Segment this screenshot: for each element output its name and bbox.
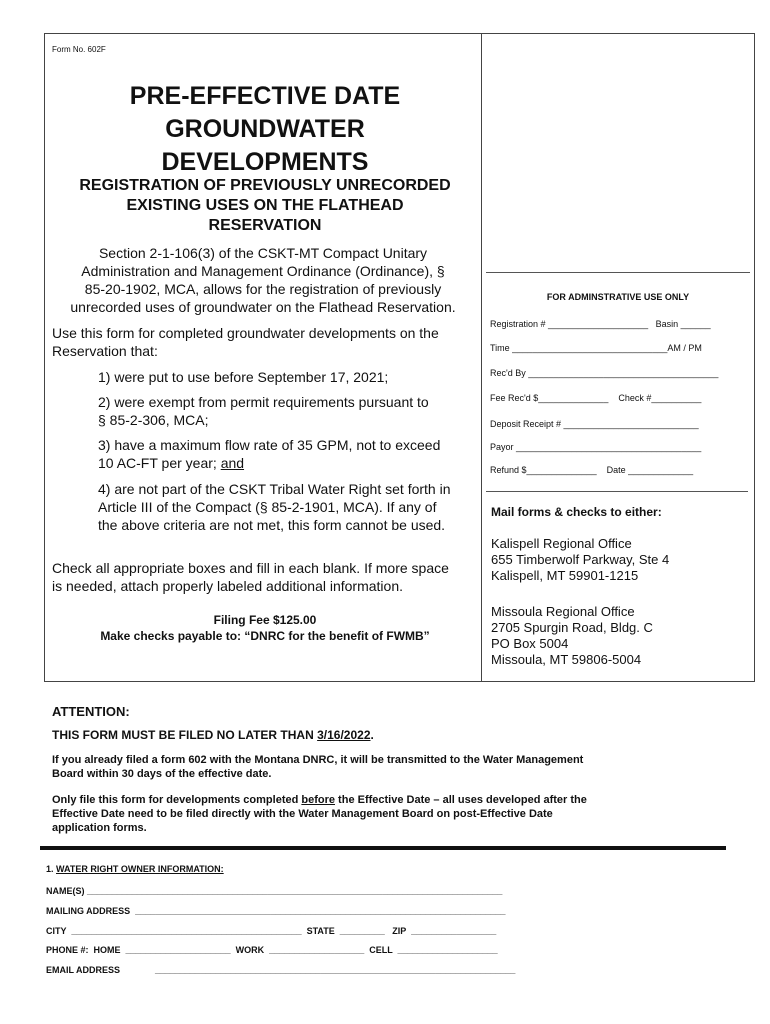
use-paragraph — [52, 324, 474, 360]
form-subtitle — [52, 176, 478, 236]
attention-line: application forms. — [52, 822, 147, 834]
admin-time-field[interactable]: Time _______________________________AM / PM — [490, 343, 702, 353]
admin-payor-field[interactable]: Payor _____________________________________ — [490, 442, 702, 452]
filing-deadline — [52, 728, 712, 742]
title-line: DEVELOPMENTS — [161, 148, 369, 176]
criterion-line: § 85-2-306, MCA; — [98, 412, 209, 428]
mailing-address-field[interactable]: MAILING ADDRESS __________________________________________________________________________ — [46, 906, 506, 916]
attention-line: Effective Date need to be filed directly with the Water Management Board on post-Effective Date — [52, 808, 553, 820]
check-instructions — [52, 559, 476, 595]
intro-line: 85-20-1902, MCA, allows for the registration of previously — [84, 281, 442, 297]
section-number: 1. — [46, 864, 57, 874]
attention-text: Only file this form for developments completed — [52, 794, 302, 806]
filing-fee: Filing Fee $125.00 — [213, 613, 317, 627]
criterion-line: 4) are not part of the CSKT Tribal Water Right set forth in — [98, 481, 451, 497]
address-line: Missoula Regional Office — [491, 604, 635, 619]
admin-deposit-field[interactable]: Deposit Receipt # ___________________________ — [490, 419, 699, 429]
admin-bottom-rule — [486, 491, 748, 492]
criterion-3 — [98, 436, 474, 472]
criterion-2 — [98, 393, 474, 429]
criterion-line: the above criteria are not met, this form cannot be used. — [98, 517, 446, 533]
intro-line: Section 2-1-106(3) of the CSKT-MT Compact Unitary — [98, 245, 428, 261]
deadline-end: . — [370, 728, 374, 742]
criterion-line: 3) have a maximum flow rate of 35 GPM, not to exceed — [98, 437, 441, 453]
admin-title: FOR ADMINSTRATIVE USE ONLY — [546, 292, 690, 302]
intro-line: unrecorded uses of groundwater on the Flathead Reservation. — [70, 299, 456, 315]
subtitle-line: RESERVATION — [208, 217, 322, 234]
form-number: Form No. 602F — [52, 45, 106, 54]
missoula-address — [491, 604, 653, 668]
attention-note-602 — [52, 753, 712, 781]
address-line: Kalispell, MT 59901-1215 — [491, 568, 639, 583]
address-line: PO Box 5004 — [491, 636, 569, 651]
criterion-text: 10 AC-FT per year; — [98, 455, 221, 471]
criterion-line — [98, 454, 474, 472]
check-line: Check all appropriate boxes and fill in each blank. If more space — [52, 560, 449, 576]
subtitle-line: REGISTRATION OF PREVIOUSLY UNRECORDED — [79, 177, 451, 194]
criterion-and: and — [220, 455, 245, 471]
title-line: GROUNDWATER — [165, 115, 365, 143]
address-line: Missoula, MT 59806-5004 — [491, 652, 642, 667]
email-field[interactable]: EMAIL ADDRESS ________________________________________________________________________ — [46, 965, 516, 975]
attention-text: the Effective Date – all uses developed after the — [335, 794, 587, 806]
subtitle-line: EXISTING USES ON THE FLATHEAD — [126, 197, 404, 214]
form-title — [52, 80, 478, 179]
city-state-zip-field[interactable]: CITY ______________________________________________ STATE _________ ZIP _________________ — [46, 926, 497, 936]
criterion-1 — [98, 368, 474, 386]
column-divider — [481, 33, 482, 682]
kalispell-address — [491, 536, 669, 584]
address-line: Kalispell Regional Office — [491, 536, 632, 551]
attention-heading: ATTENTION: — [52, 704, 130, 719]
criterion-line: Article III of the Compact (§ 85-2-1901, MCA). If any of — [98, 499, 437, 515]
criterion-line: 1) were put to use before September 17, 2021; — [98, 369, 389, 385]
admin-fee-field[interactable]: Fee Rec'd $______________ Check #__________ — [490, 393, 702, 403]
criterion-line: 2) were exempt from permit requirements pursuant to — [98, 394, 429, 410]
section-1-heading — [46, 864, 224, 874]
address-line: 2705 Spurgin Road, Bldg. C — [491, 620, 653, 635]
phone-field[interactable]: PHONE #: HOME _____________________ WORK ___________________ CELL ____________________ — [46, 945, 498, 955]
intro-paragraph — [52, 244, 474, 316]
admin-registration-field[interactable]: Registration # ____________________ Basin ______ — [490, 319, 711, 329]
mail-heading: Mail forms & checks to either: — [491, 505, 662, 519]
owner-name-field[interactable]: NAME(S) ___________________________________________________________________________________ — [46, 886, 503, 896]
admin-refund-field[interactable]: Refund $______________ Date _____________ — [490, 465, 694, 475]
use-line: Reservation that: — [52, 343, 158, 359]
admin-top-rule — [486, 272, 750, 273]
attention-note-effective — [52, 793, 712, 835]
payable-note: Make checks payable to: “DNRC for the benefit of FWMB” — [100, 629, 430, 643]
admin-recd-by-field[interactable]: Rec'd By ______________________________________ — [490, 368, 719, 378]
attention-line: Board within 30 days of the effective date. — [52, 768, 272, 780]
address-line: 655 Timberwolf Parkway, Ste 4 — [491, 552, 670, 567]
title-line: PRE-EFFECTIVE DATE — [129, 82, 401, 110]
attention-line: If you already filed a form 602 with the Montana DNRC, it will be transmitted to the Water Management — [52, 754, 584, 766]
section-divider — [40, 846, 726, 850]
deadline-text: THIS FORM MUST BE FILED NO LATER THAN — [52, 728, 318, 742]
attention-before: before — [301, 794, 335, 806]
check-line: is needed, attach properly labeled additional information. — [52, 578, 404, 594]
attention-line — [52, 793, 712, 807]
intro-line: Administration and Management Ordinance (Ordinance), § — [81, 263, 445, 279]
use-line: Use this form for completed groundwater developments on the — [52, 325, 439, 341]
criterion-4 — [98, 480, 474, 534]
deadline-date: 3/16/2022 — [317, 728, 371, 742]
section-title: WATER RIGHT OWNER INFORMATION: — [56, 864, 224, 874]
